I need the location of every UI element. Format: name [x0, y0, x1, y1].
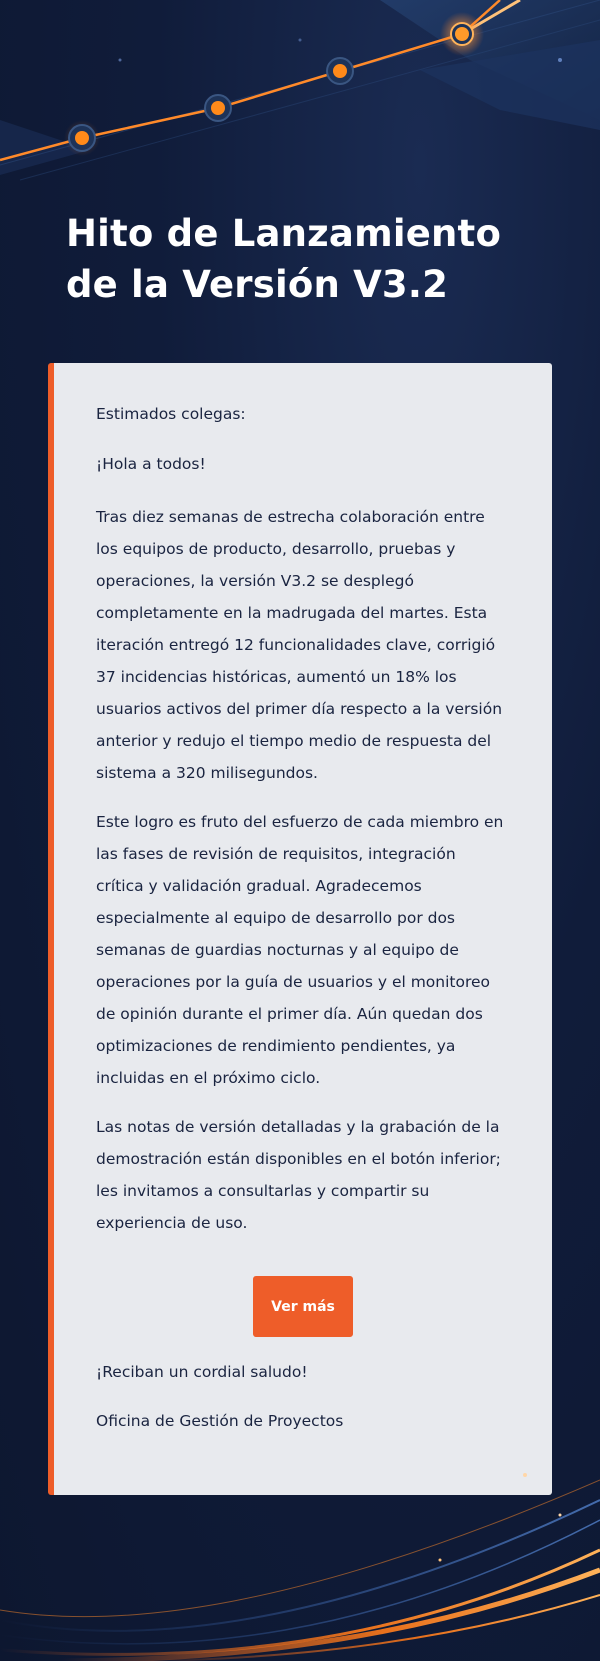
see-more-button[interactable]: Ver más [253, 1276, 353, 1337]
letter-closing: ¡Reciban un cordial saludo! [96, 1363, 308, 1381]
hero-milestone-graphic [0, 0, 600, 190]
letter-paragraph-1: Tras diez semanas de estrecha colaboración entre los equipos de producto, desarrollo, pruebas y operaciones, la versión V3.2 se desplegó completamente en la madrugada del martes. Esta iteración entregó 12 funcionalidades clave, corrigió 37 incidencias históricas, aumentó un 18% los usuarios activos del primer día respecto a la versión anterior y redujo el tiempo medio de respuesta del sistema a 320 milisegundos. [96, 508, 503, 782]
cta-container [54, 1276, 552, 1337]
page-title: Hito de Lanzamiento de la Versión V3.2 [66, 212, 502, 306]
letter-paragraph-2: Este logro es fruto del esfuerzo de cada miembro en las fases de revisión de requisitos, integración crítica y validación gradual. Agradecemos especialmente al equipo de desarrollo por dos semanas de guardias nocturnas y al equipo de operaciones por la guía de usuarios y el monitoreo de opinión durante el primer día. Aún quedan dos optimizaciones de rendimiento pendientes, ya incluidas en el próximo ciclo. [96, 813, 504, 1087]
letter-greeting: Estimados colegas: [96, 405, 246, 423]
letter-paragraph-3: Las notas de versión detalladas y la grabación de la demostración están disponibles en el botón inferior; les invitamos a consultarlas y compartir su experiencia de uso. [96, 1118, 501, 1232]
letter-signature: Oficina de Gestión de Proyectos [96, 1412, 344, 1430]
letter-card [48, 363, 552, 1495]
letter-hello: ¡Hola a todos! [96, 455, 206, 473]
